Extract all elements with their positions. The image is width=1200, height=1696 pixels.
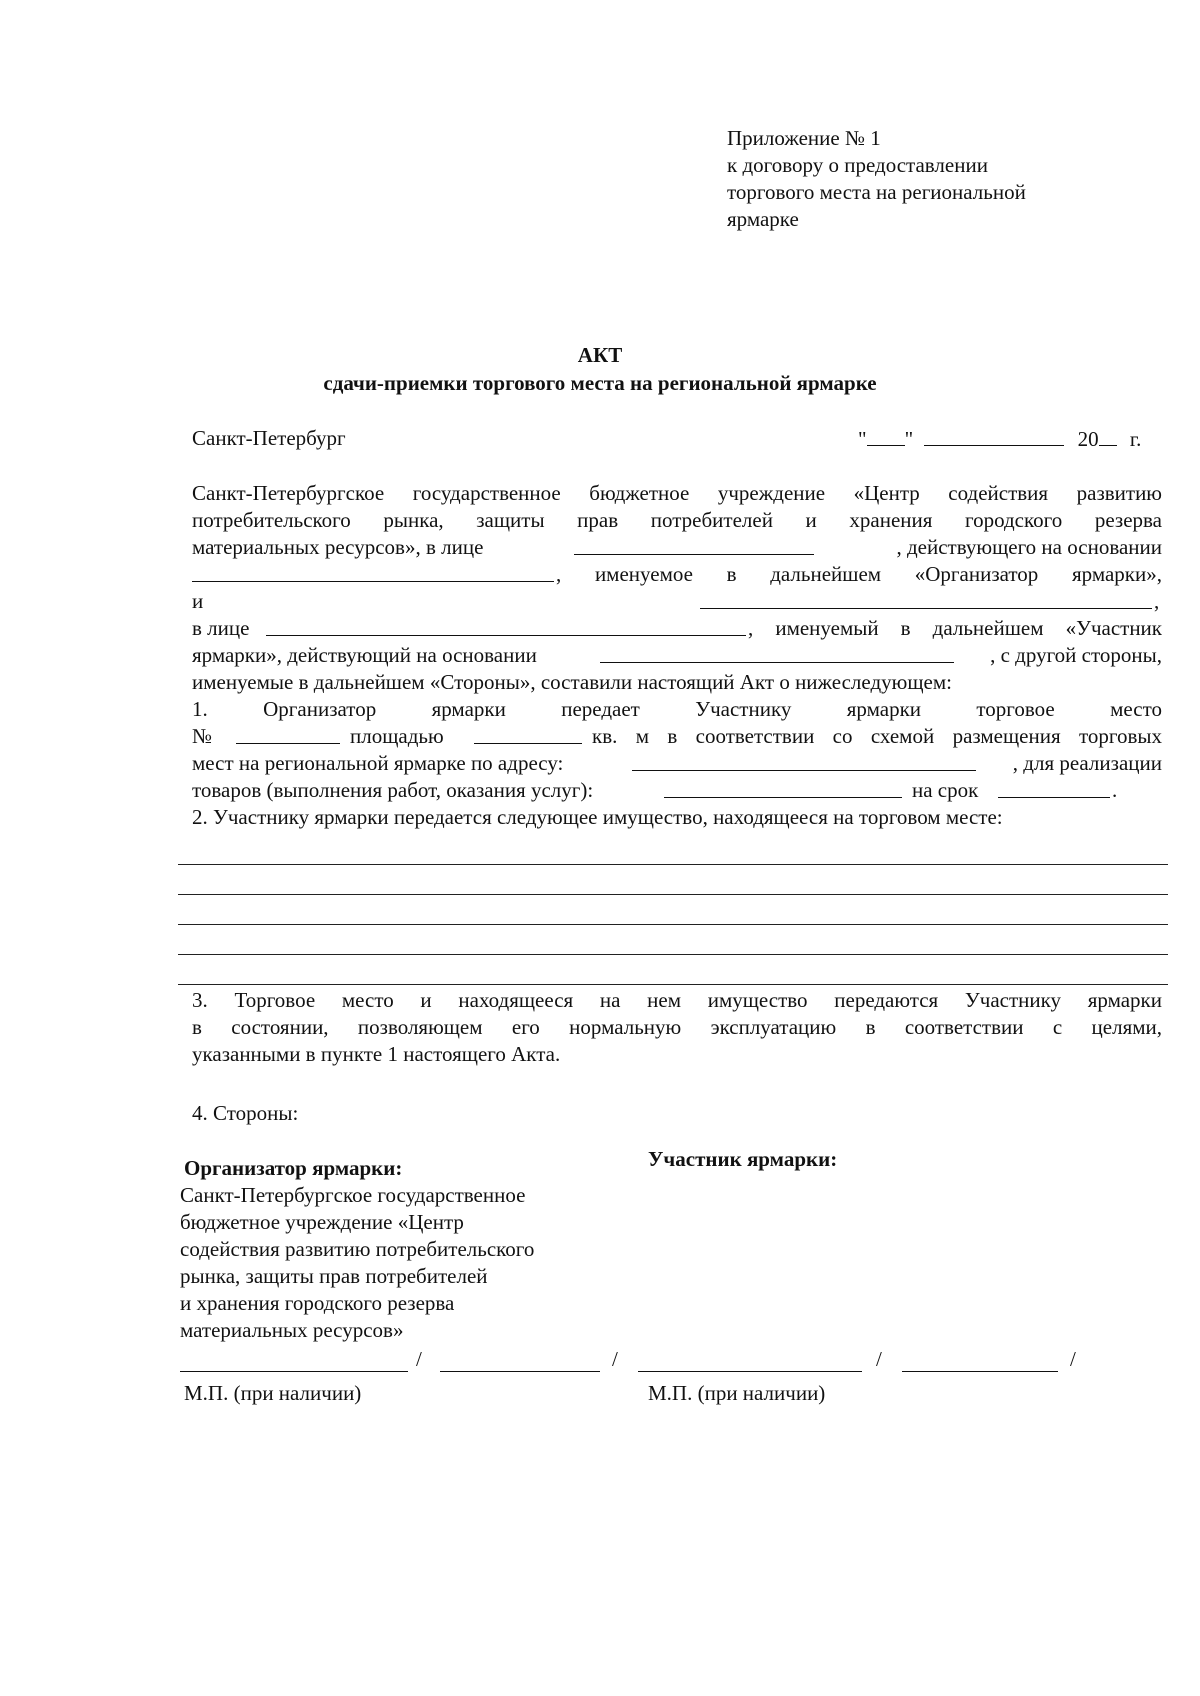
preamble-line-3b: , действующего на основании	[896, 535, 1162, 559]
organizer-heading: Организатор ярмарки:	[184, 1156, 403, 1180]
appendix-block	[727, 125, 1026, 233]
item3-line-2: в состоянии, позволяющем его нормальную эксплуатацию в соответствии с целями,	[192, 1015, 1162, 1039]
participant-slash-2: /	[1070, 1347, 1076, 1371]
participant-name-line	[902, 1371, 1058, 1372]
item1-line-3b: , для реализации	[1012, 751, 1162, 775]
property-line-3	[178, 924, 1168, 925]
preamble-line-6b: , именуемый в дальнейшем «Участник	[748, 616, 1162, 640]
preamble-line-5a: и	[192, 589, 204, 613]
organizer-line-6: материальных ресурсов»	[180, 1318, 404, 1342]
date-line	[858, 425, 1141, 453]
organizer-line-3: содействия развитию потребительского	[180, 1237, 535, 1261]
organizer-name-line	[440, 1371, 600, 1372]
participant-rep-blank	[266, 615, 746, 643]
preamble-line-7b: , с другой стороны,	[990, 643, 1162, 667]
item1-line-4c: .	[1112, 778, 1118, 802]
city-name: Санкт-Петербург	[192, 426, 346, 450]
appendix-line-3: торгового места на региональной	[727, 180, 1026, 204]
item1-line-3a: мест на региональной ярмарке по адресу:	[192, 751, 564, 775]
preamble-line-2: потребительского рынка, защиты прав потребителей и хранения городского резерва	[192, 508, 1162, 532]
property-line-2	[178, 894, 1168, 895]
property-line-5	[178, 984, 1168, 985]
item1-line-1: 1. Организатор ярмарки передает Участнику ярмарки торговое место	[192, 697, 1162, 721]
property-line-4	[178, 954, 1168, 955]
year-prefix: 20	[1077, 427, 1099, 451]
organizer-line-5: и хранения городского резерва	[180, 1291, 455, 1315]
participant-heading: Участник ярмарки:	[648, 1147, 838, 1171]
organizer-line-1: Санкт-Петербургское государственное	[180, 1183, 526, 1207]
preamble-line-7a: ярмарки», действующий на основании	[192, 643, 537, 667]
participant-stamp: М.П. (при наличии)	[648, 1381, 826, 1405]
preamble-line-3a: материальных ресурсов», в лице	[192, 535, 484, 559]
document-title: АКТ	[577, 343, 623, 367]
item1-line-2a: №	[192, 724, 213, 748]
address-blank	[632, 750, 976, 778]
preamble-line-4: , именуемое в дальнейшем «Организатор ярмарки»,	[556, 562, 1162, 586]
organizer-stamp: М.П. (при наличии)	[184, 1381, 362, 1405]
day-blank	[867, 425, 905, 446]
appendix-line-2: к договору о предоставлении	[727, 153, 988, 177]
quote-open: "	[858, 427, 867, 451]
preamble-line-6a: в лице	[192, 616, 250, 640]
basis-blank	[192, 561, 554, 589]
organizer-slash-2: /	[612, 1347, 618, 1371]
term-blank	[998, 777, 1110, 805]
participant-signature-line	[638, 1371, 862, 1372]
item3-line-3: указанными в пункте 1 настоящего Акта.	[192, 1042, 561, 1066]
representative-blank	[574, 534, 819, 562]
document-subtitle: сдачи-приемки торгового места на региональной ярмарке	[323, 371, 877, 395]
organizer-line-2: бюджетное учреждение «Центр	[180, 1210, 464, 1234]
quote-close: "	[904, 427, 914, 451]
participant-basis-blank	[600, 642, 954, 670]
goods-blank	[664, 777, 902, 805]
participant-slash-1: /	[876, 1347, 882, 1371]
appendix-line-1: Приложение № 1	[727, 126, 881, 150]
year-blank	[1099, 425, 1117, 446]
organizer-slash-1: /	[416, 1347, 422, 1371]
preamble-line-1: Санкт-Петербургское государственное бюджетное учреждение «Центр содействия развитию	[192, 481, 1162, 505]
participant-name-blank	[700, 588, 1152, 616]
property-line-1	[178, 864, 1168, 865]
appendix-line-4: ярмарке	[727, 207, 799, 231]
item1-line-4b: на срок	[912, 778, 979, 802]
item1-line-4a: товаров (выполнения работ, оказания услуг):	[192, 778, 594, 802]
organizer-signature-line	[180, 1371, 408, 1372]
item3-line-1: 3. Торговое место и находящееся на нем имущество передаются Участнику ярмарки	[192, 988, 1162, 1012]
item1-line-2c: кв. м в соответствии со схемой размещения торговых	[592, 724, 1162, 748]
organizer-line-4: рынка, защиты прав потребителей	[180, 1264, 488, 1288]
item2-text: 2. Участнику ярмарки передается следующее имущество, находящееся на торговом месте:	[192, 805, 1003, 829]
place-number-blank	[236, 723, 340, 751]
area-blank	[474, 723, 582, 751]
preamble-line-8: именуемые в дальнейшем «Стороны», составили настоящий Акт о нижеследующем:	[192, 670, 952, 694]
item1-line-2b: площадью	[350, 724, 444, 748]
preamble-line-5b: ,	[1154, 589, 1160, 613]
month-blank	[924, 425, 1064, 446]
item4-text: 4. Стороны:	[192, 1101, 299, 1125]
year-suffix: г.	[1129, 427, 1142, 451]
